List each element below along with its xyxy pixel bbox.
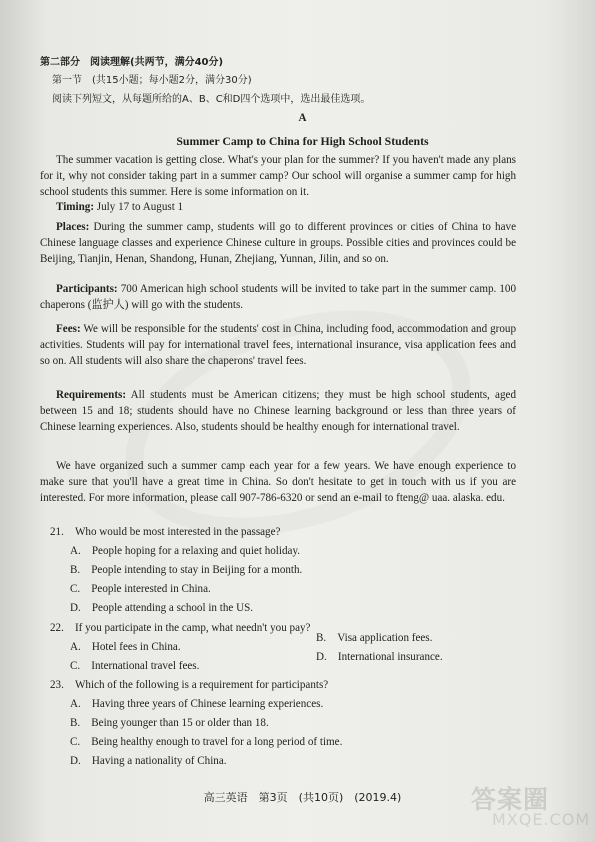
- q23-option-d: D. Having a nationality of China.: [70, 755, 227, 767]
- watermark-domain: MXQE.COM: [492, 810, 591, 829]
- q23-option-c: C. Being healthy enough to travel for a long period of time.: [70, 736, 343, 748]
- passage-label: A: [298, 112, 307, 124]
- requirements-value: All students must be American citizens; they must be high school students, aged between 15 and 18; students should have no Chinese learning background or less than three years of Chinese learning experiences. Also, students should be healthy enough for international travel.: [40, 389, 516, 433]
- exam-content: [40, 58, 565, 828]
- section-title: 第二部分 阅读理解(共两节，满分40分): [40, 57, 224, 68]
- page-footer: 高三英语 第3页 (共10页) (2019.4): [203, 791, 402, 804]
- participants-label: Participants:: [56, 283, 118, 295]
- fees-paragraph: [40, 322, 516, 369]
- requirements-paragraph: [40, 388, 516, 435]
- watermark-text: 答案圈: [471, 785, 550, 814]
- timing-label: Timing:: [56, 201, 95, 213]
- fees-value: We will be responsible for the students' cost in China, including food, accommodation and group activities. Students will pay for international travel fees, international insurance, visa application fees and so on. All students will also share the chaperons' travel fees.: [40, 323, 516, 367]
- participants-paragraph: [40, 282, 516, 314]
- requirements-label: Requirements:: [56, 389, 127, 401]
- q22-option-a: A. Hotel fees in China.: [70, 641, 181, 653]
- timing-line: [56, 202, 183, 214]
- q22-option-c: C. International travel fees.: [70, 660, 200, 672]
- places-paragraph: [40, 220, 516, 267]
- q22-option-b: B. Visa application fees.: [316, 632, 433, 644]
- question-23: 23. Which of the following is a requirement for participants?: [50, 679, 329, 691]
- intro-paragraph: The summer vacation is getting close. What's your plan for the summer? If you haven't made any plans for it, why not consider taking part in a summer camp? Our school will organise a summer camp for high school students this summer. Here is some information on it.: [40, 154, 516, 198]
- instruction-text: 阅读下列短文，从每题所给的A、B、C和D四个选项中，选出最佳选项。: [52, 94, 371, 105]
- closing-paragraph: We have organized such a summer camp each year for a few years. We have enough experience to make sure that you'll have a great time in China. So don't hesitate to get in touch with us if you are interested. For more information, please call 907-786-6320 or send an e-mail to fteng@ uaa. alaska. edu.: [40, 460, 516, 504]
- q21-option-a: A. People hoping for a relaxing and quiet holiday.: [70, 545, 301, 557]
- question-21: 21. Who would be most interested in the passage?: [50, 526, 281, 538]
- timing-value: July 17 to August 1: [96, 201, 184, 213]
- places-label: Places:: [56, 221, 90, 233]
- subsection-title: 第一节 (共15小题；每小题2分，满分30分): [52, 75, 252, 86]
- q23-option-a: A. Having three years of Chinese learning experiences.: [70, 698, 324, 710]
- question-22: 22. If you participate in the camp, what needn't you pay?: [50, 622, 311, 634]
- participants-value: 700 American high school students will be invited to take part in the summer camp. 100 chaperons (监护人) will go with the students.: [40, 283, 517, 311]
- q21-option-b: B. People intending to stay in Beijing for a month.: [70, 564, 303, 576]
- places-value: During the summer camp, students will go to different provinces or cities of China to have Chinese language classes and experience Chinese culture in groups. Possible cities and provinces could be Beijing, Tianjin, Henan, Shandong, Hunan, Zhejiang, Yunnan, Jilin, and so on.: [40, 221, 516, 265]
- passage-title: Summer Camp to China for High School Students: [176, 134, 429, 148]
- q23-option-b: B. Being younger than 15 or older than 18.: [70, 717, 269, 729]
- corner-watermark-logo: [455, 780, 591, 834]
- q21-option-c: C. People interested in China.: [70, 583, 211, 595]
- fees-label: Fees:: [56, 323, 81, 335]
- q21-option-d: D. People attending a school in the US.: [70, 602, 254, 614]
- q22-option-d: D. International insurance.: [316, 651, 443, 663]
